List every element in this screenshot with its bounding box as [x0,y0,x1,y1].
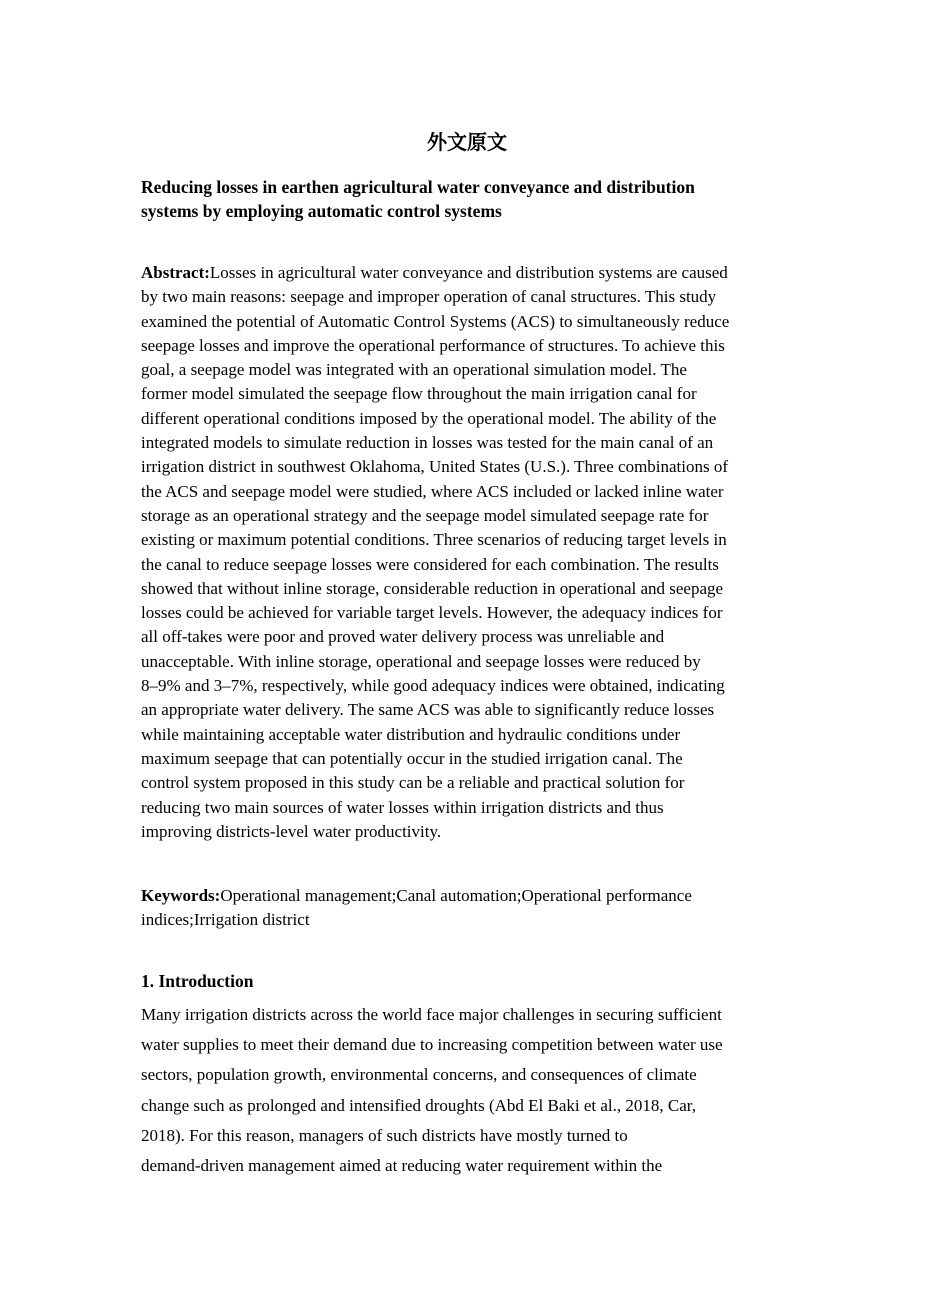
text-line: water supplies to meet their demand due to increasing competition between water use [141,1035,723,1055]
abstract-label: Abstract: [141,263,210,282]
text-line: all off-takes were poor and proved water delivery process was unreliable and [141,627,665,647]
text-line: demand-driven management aimed at reducing water requirement within the [141,1156,663,1176]
keywords-paragraph [141,884,793,933]
abstract-first-line [141,261,793,285]
text-line: storage as an operational strategy and the seepage model simulated seepage rate for [141,505,709,525]
text-line: showed that without inline storage, considerable reduction in operational and seepage [141,578,724,598]
text-line: examined the potential of Automatic Control Systems (ACS) to simultaneously reduce [141,311,730,331]
text-line: reducing two main sources of water losses within irrigation districts and thus [141,797,664,817]
text-line: former model simulated the seepage flow throughout the main irrigation canal for [141,384,697,404]
text-line: Reducing losses in earthen agricultural water conveyance and distribution [141,177,695,197]
text-line: systems by employing automatic control systems [141,201,502,222]
text-line: while maintaining acceptable water distribution and hydraulic conditions under [141,724,681,744]
keywords-first-line [141,884,793,908]
text-line: maximum seepage that can potentially occur in the studied irrigation canal. The [141,748,683,768]
text-line: existing or maximum potential conditions. Three scenarios of reducing target levels in [141,530,727,550]
text-line: Many irrigation districts across the world face major challenges in securing sufficient [141,1005,722,1024]
keywords-lines [141,908,793,932]
text-line: change such as prolonged and intensified droughts (Abd El Baki et al., 2018, Car, [141,1095,696,1115]
text-line: different operational conditions imposed by the operational model. The ability of the [141,408,717,428]
text-line: irrigation district in southwest Oklahoma, United States (U.S.). Three combinations of [141,457,729,477]
text-line: improving districts-level water productivity. [141,821,442,841]
text-line: 2018). For this reason, managers of such districts have mostly turned to [141,1125,628,1145]
abstract-paragraph [141,261,793,844]
text-line: integrated models to simulate reduction in losses was tested for the main canal of an [141,433,714,453]
abstract-first-line-text: Losses in agricultural water conveyance and distribution systems are caused [209,263,728,282]
section-heading-introduction: 1. Introduction [141,971,254,991]
text-line: 8–9% and 3–7%, respectively, while good adequacy indices were obtained, indicating [141,676,725,696]
text-line: control system proposed in this study can be a reliable and practical solution for [141,773,685,793]
text-line: by two main reasons: seepage and improper operation of canal structures. This study [141,287,717,307]
text-line: unacceptable. With inline storage, operational and seepage losses were reduced by [141,651,701,671]
text-line: sectors, population growth, environmental concerns, and consequences of climate [141,1065,697,1085]
keywords-first-line-text: Operational management;Canal automation;Operational performance [220,886,692,905]
text-line: indices;Irrigation district [141,910,310,930]
abstract-lines [141,285,793,844]
text-line: an appropriate water delivery. The same ACS was able to significantly reduce losses [141,700,715,720]
text-line: the ACS and seepage model were studied, where ACS included or lacked inline water [141,481,724,501]
text-line: goal, a seepage model was integrated with an operational simulation model. The [141,360,687,380]
text-line: the canal to reduce seepage losses were considered for each combination. The results [141,554,719,574]
document-label: 外文原文 [427,132,507,154]
paper-title [141,175,793,224]
introduction-paragraph [141,1000,793,1181]
text-line: seepage losses and improve the operational performance of structures. To achieve this [141,335,725,355]
keywords-label: Keywords: [141,886,221,905]
text-line: losses could be achieved for variable target levels. However, the adequacy indices for [141,603,723,623]
